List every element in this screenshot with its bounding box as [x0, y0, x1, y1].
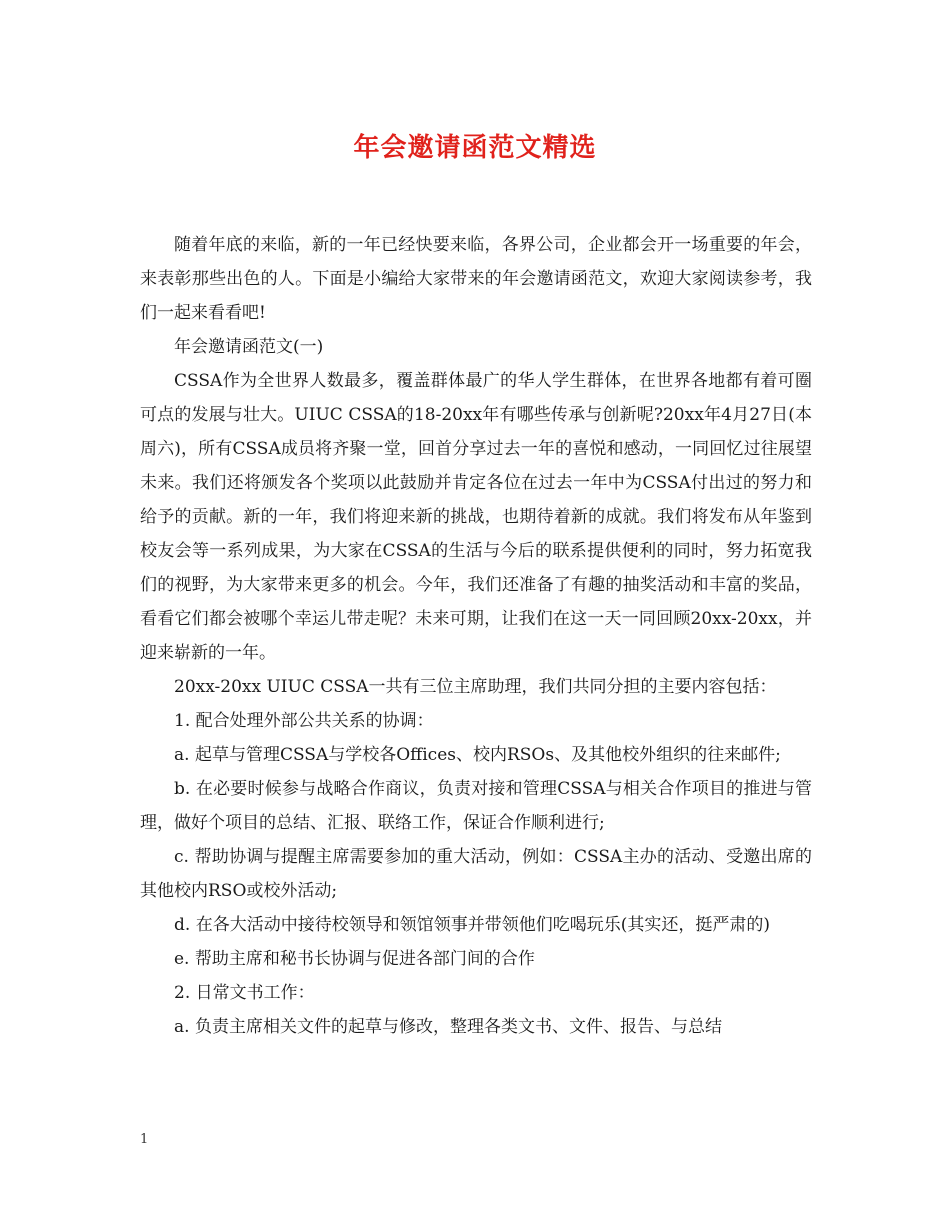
list-item-1d: d. 在各大活动中接待校领导和领馆领事并带领他们吃喝玩乐(其实还，挺严肃的)	[174, 915, 770, 935]
document-title: 年会邀请函范文精选	[353, 133, 597, 163]
paragraph-cssa: CSSA作为全世界人数最多，覆盖群体最广的华人学生群体，在世界各地都有着可圈可点的发展与壮大。UIUC CSSA的18-20xx年有哪些传承与创新呢?20xx年4月27日(本周六)，所有CSSA成员将齐聚一堂，回首分享过去一年的喜悦和感动，一同回忆过往展望未来。我们还将颁发各个奖项以此鼓励并肯定各位在过去一年中为CSSA付出过的努力和给予的贡献。新的一年，我们将迎来新的挑战，也期待着新的成就。我们将发布从年鉴到校友会等一系列成果，为大家在CSSA的生活与今后的联系提供便利的同时，努力拓宽我们的视野，为大家带来更多的机会。今年，我们还准备了有趣的抽奖活动和丰富的奖品，看看它们都会被哪个幸运儿带走呢？未来可期，让我们在这一天一同回顾20xx-20xx，并迎来崭新的一年。	[140, 371, 812, 663]
document-body	[140, 228, 812, 1044]
page-number: 1	[140, 1132, 149, 1147]
section-heading: 年会邀请函范文(一)	[174, 337, 324, 357]
list-item-1e: e. 帮助主席和秘书长协调与促进各部门间的合作	[174, 949, 535, 969]
list-item-1a: a. 起草与管理CSSA与学校各Offices、校内RSOs、及其他校外组织的往来邮件;	[174, 745, 781, 765]
list-item-1b: b. 在必要时候参与战略合作商议，负责对接和管理CSSA与相关合作项目的推进与管理，做好个项目的总结、汇报、联络工作，保证合作顺利进行;	[140, 779, 812, 833]
list-item-2: 2. 日常文书工作：	[174, 983, 315, 1003]
list-item-2a: a. 负责主席相关文件的起草与修改，整理各类文书、文件、报告、与总结	[174, 1017, 722, 1037]
list-item-1: 1. 配合处理外部公共关系的协调：	[174, 711, 434, 731]
paragraph-intro: 随着年底的来临，新的一年已经快要来临，各界公司，企业都会开一场重要的年会，来表彰那些出色的人。下面是小编给大家带来的年会邀请函范文，欢迎大家阅读参考，我们一起来看看吧!	[140, 235, 812, 323]
list-item-1c: c. 帮助协调与提醒主席需要参加的重大活动，例如：CSSA主办的活动、受邀出席的其他校内RSO或校外活动;	[140, 847, 812, 901]
paragraph-assistants: 20xx-20xx UIUC CSSA一共有三位主席助理，我们共同分担的主要内容包括：	[174, 677, 777, 697]
